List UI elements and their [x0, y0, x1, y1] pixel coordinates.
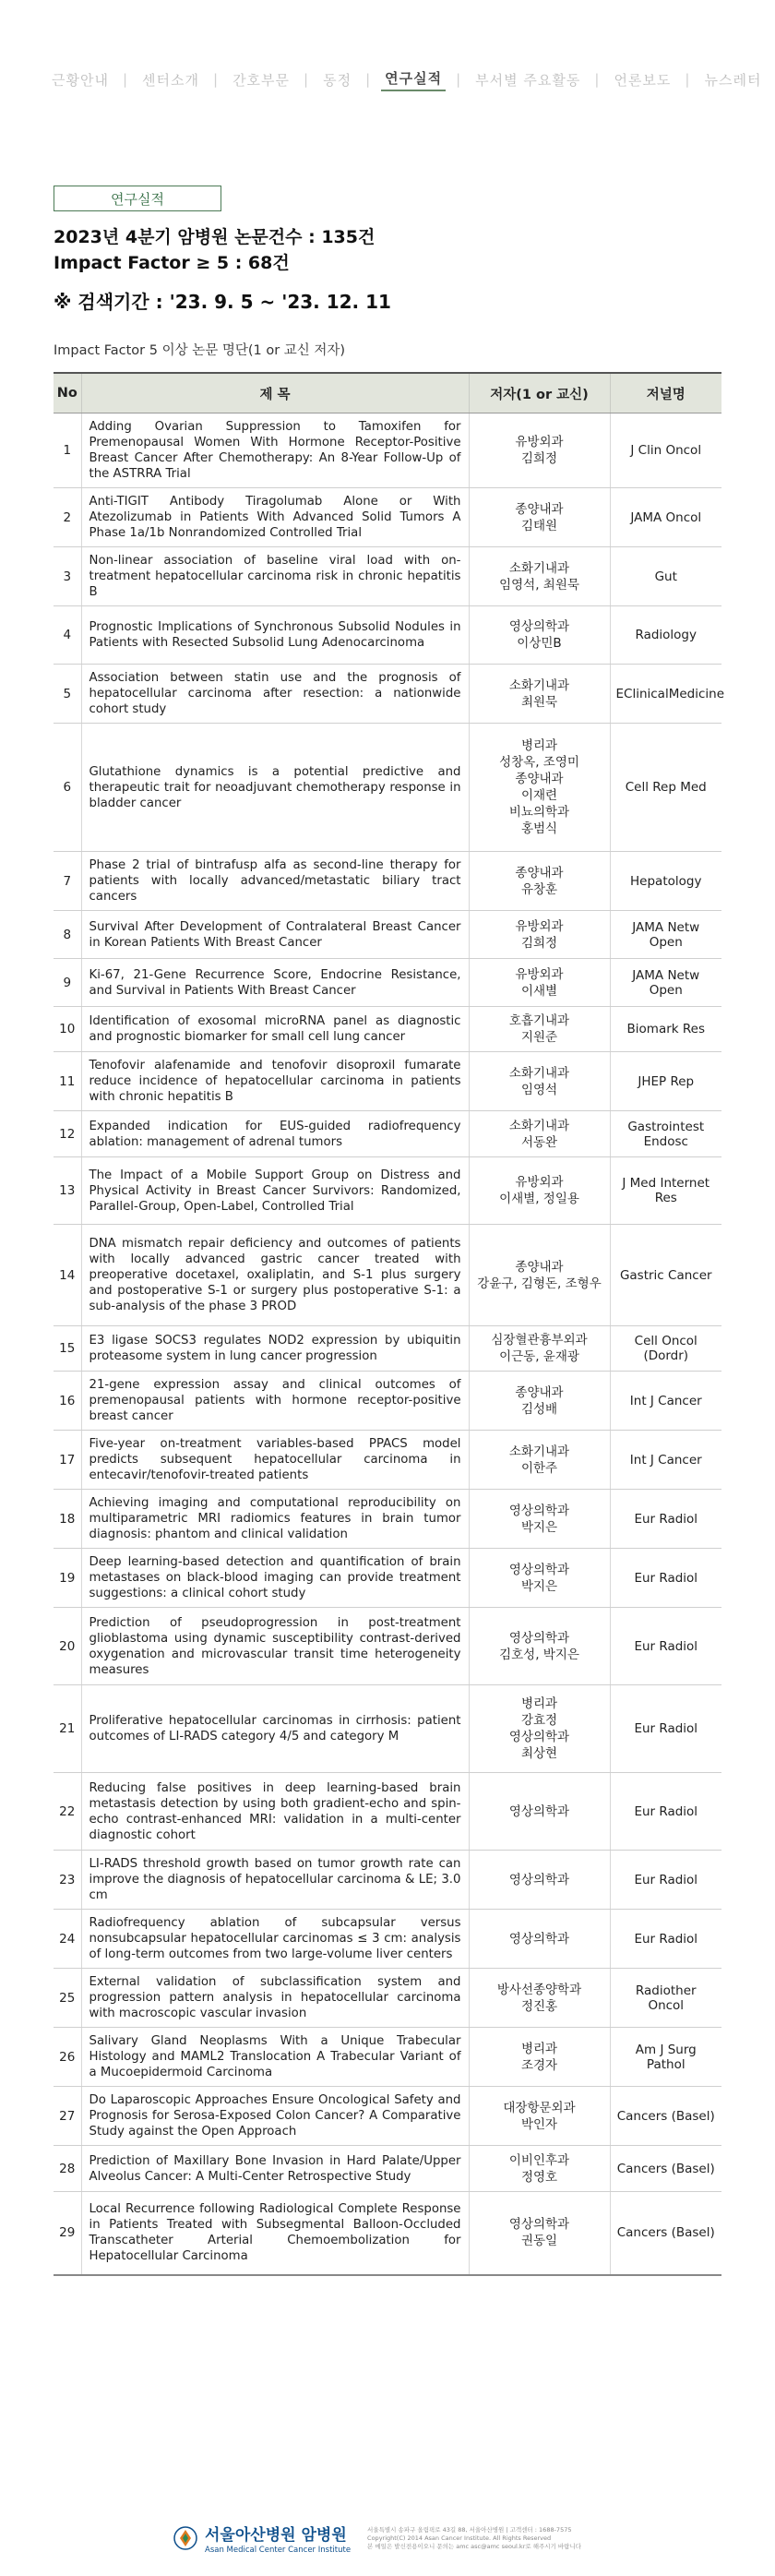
- row-number: 23: [54, 1851, 81, 1910]
- paper-title: Local Recurrence following Radiological Complete Response in Patients Treated with Subsegmental Balloon-Occluded Transcatheter Arterial Chemoembolization for Hepatocellular Carcinoma: [81, 2192, 469, 2275]
- table-row: [54, 1549, 721, 1608]
- nav-item-3[interactable]: 간호부문: [232, 71, 291, 89]
- journal-name: Eur Radiol: [610, 1490, 721, 1549]
- paper-title: Adding Ovarian Suppression to Tamoxifen for Premenopausal Women With Hormone Receptor-Positive Breast Cancer After Chemotherapy: An 8-Year Follow-Up of the ASTRRA Trial: [81, 413, 469, 488]
- journal-name: JAMA Oncol: [610, 488, 721, 547]
- paper-title: The Impact of a Mobile Support Group on Distress and Physical Activity in Breast Cancer Survivors: Randomized, Parallel-Group, Open-Label, Controlled Trial: [81, 1157, 469, 1225]
- table-row: [54, 1111, 721, 1157]
- row-number: 26: [54, 2028, 81, 2087]
- hospital-logo-text: [205, 2522, 351, 2555]
- paper-authors: [469, 1372, 610, 1431]
- nav-item-7[interactable]: 언론보도: [614, 71, 672, 89]
- author-line: 영상의학과: [508, 1803, 570, 1819]
- table-row: [54, 2087, 721, 2146]
- logo-korean-name: 서울아산병원: [205, 2526, 296, 2545]
- paper-authors: [469, 1969, 610, 2028]
- author-line: 유방외과: [515, 1175, 564, 1190]
- table-row: [54, 547, 721, 606]
- table-row: [54, 1851, 721, 1910]
- row-number: 3: [54, 547, 81, 606]
- summary-search-period: ※ 검색기간 : '23. 9. 5 ~ '23. 12. 11: [54, 291, 391, 313]
- author-line: 이새별: [520, 983, 558, 999]
- author-line: 이새별, 정일용: [499, 1192, 579, 1206]
- paper-authors: [469, 2028, 610, 2087]
- paper-title: Anti-TIGIT Antibody Tiragolumab Alone or With Atezolizumab in Patients With Advanced Solid Tumors A Phase 1a/1b Nonrandomized Controlled Trial: [81, 488, 469, 547]
- paper-authors: [469, 1773, 610, 1851]
- journal-name: Eur Radiol: [610, 1851, 721, 1910]
- table-row: [54, 2146, 721, 2192]
- table-row: [54, 1685, 721, 1773]
- author-line: 권동일: [520, 2234, 558, 2249]
- nav-item-5[interactable]: 연구실적: [381, 68, 446, 91]
- nav-item-6[interactable]: 부서별 주요활동: [475, 71, 581, 89]
- author-line: 심장혈관흉부외과: [491, 1333, 588, 1348]
- author-line: 이비인후과: [508, 2152, 570, 2168]
- table-row: [54, 1969, 721, 2028]
- row-number: 2: [54, 488, 81, 547]
- author-line: 성창옥, 조영미: [499, 755, 579, 770]
- paper-title: Do Laparoscopic Approaches Ensure Oncological Safety and Prognosis for Serosa-Exposed Colon Cancer? A Comparative Study against the Open Approach: [81, 2087, 469, 2146]
- paper-authors: [469, 1685, 610, 1773]
- paper-authors: [469, 2087, 610, 2146]
- paper-title: External validation of subclassification system and progression pattern analysis in hepatocellular carcinoma with macroscopic vascular invasion: [81, 1969, 469, 2028]
- paper-title: Deep learning-based detection and quantification of brain metastases on black-blood imaging can provide treatment suggestions: a clinical cohort study: [81, 1549, 469, 1608]
- row-number: 13: [54, 1157, 81, 1225]
- journal-name: Radiother Oncol: [610, 1969, 721, 2028]
- paper-title: Reducing false positives in deep learning-based brain metastasis detection by using both gradient-echo and spin-echo contrast-enhanced MRI: validation in a multi-center diagnostic cohort: [81, 1773, 469, 1851]
- author-line: 방사선종양학과: [496, 1982, 582, 1997]
- row-number: 14: [54, 1225, 81, 1326]
- author-line: 유방외과: [515, 966, 564, 982]
- author-line: 박인자: [520, 2116, 558, 2132]
- author-line: 종양내과: [515, 501, 564, 517]
- author-line: 정진홍: [520, 1998, 558, 2014]
- row-number: 19: [54, 1549, 81, 1608]
- author-line: 영상의학과: [508, 2217, 570, 2233]
- nav-item-2[interactable]: 센터소개: [142, 71, 199, 89]
- paper-authors: [469, 1326, 610, 1372]
- row-number: 5: [54, 665, 81, 724]
- author-line: 서동완: [520, 1134, 558, 1150]
- author-line: 김호성, 박지은: [499, 1647, 579, 1662]
- row-number: 29: [54, 2192, 81, 2275]
- paper-authors: [469, 606, 610, 665]
- nav-separator: |: [685, 71, 691, 88]
- paper-title: Non-linear association of baseline viral load with on-treatment hepatocellular carcinoma risk in chronic hepatitis B: [81, 547, 469, 606]
- row-number: 21: [54, 1685, 81, 1773]
- header-no: No: [54, 373, 81, 413]
- table-row: [54, 2192, 721, 2275]
- row-number: 12: [54, 1111, 81, 1157]
- table-row: [54, 911, 721, 959]
- author-line: 이근동, 윤재광: [499, 1349, 579, 1364]
- author-line: 이상민B: [517, 636, 562, 651]
- author-line: 호흡기내과: [508, 1013, 570, 1028]
- paper-authors: [469, 413, 610, 488]
- table-row: [54, 1007, 721, 1052]
- paper-authors: [469, 959, 610, 1007]
- paper-authors: [469, 1007, 610, 1052]
- row-number: 17: [54, 1431, 81, 1490]
- journal-name: Cell Oncol (Dordr): [610, 1326, 721, 1372]
- journal-name: EClinicalMedicine: [610, 665, 721, 724]
- paper-title: Identification of exosomal microRNA panel as diagnostic and prognostic biomarker for small cell lung cancer: [81, 1007, 469, 1052]
- author-line: 대장항문외과: [503, 2100, 576, 2115]
- row-number: 16: [54, 1372, 81, 1431]
- author-line: 유창훈: [520, 881, 558, 897]
- table-row: [54, 488, 721, 547]
- journal-name: J Med Internet Res: [610, 1157, 721, 1225]
- journal-name: JAMA Netw Open: [610, 959, 721, 1007]
- nav-separator: |: [122, 71, 129, 88]
- row-number: 8: [54, 911, 81, 959]
- journal-name: Eur Radiol: [610, 1910, 721, 1969]
- paper-title: LI-RADS threshold growth based on tumor growth rate can improve the diagnosis of hepatocellular carcinoma & LE; 3.0 cm: [81, 1851, 469, 1910]
- paper-title: DNA mismatch repair deficiency and outcomes of patients with locally advanced gastric cancer treated with preoperative docetaxel, oxaliplatin, and S-1 plus surgery and postoperative S-1 or surgery plus postoperative S-1: a sub-analysis of the phase 3 PROD: [81, 1225, 469, 1326]
- row-number: 28: [54, 2146, 81, 2192]
- row-number: 1: [54, 413, 81, 488]
- header-author: 저자(1 or 교신): [469, 373, 610, 413]
- author-line: 임영석: [520, 1082, 558, 1097]
- author-line: 종양내과: [515, 1259, 564, 1275]
- header-journal: 저널명: [610, 373, 721, 413]
- paper-title: Tenofovir alafenamide and tenofovir disoproxil fumarate reduce incidence of hepatocellular carcinoma in patients with chronic hepatitis B: [81, 1052, 469, 1111]
- author-line: 소화기내과: [508, 1118, 570, 1133]
- table-row: [54, 1490, 721, 1549]
- journal-name: Biomark Res: [610, 1007, 721, 1052]
- author-line: 홍범식: [520, 821, 558, 836]
- author-line: 병리과: [520, 738, 558, 753]
- row-number: 11: [54, 1052, 81, 1111]
- journal-name: JHEP Rep: [610, 1052, 721, 1111]
- paper-authors: [469, 911, 610, 959]
- row-number: 22: [54, 1773, 81, 1851]
- author-line: 소화기내과: [508, 1444, 570, 1459]
- author-line: 영상의학과: [508, 1931, 570, 1947]
- author-line: 종양내과: [515, 1384, 564, 1400]
- author-line: 정영호: [520, 2169, 558, 2185]
- hospital-logo-icon: [173, 2526, 197, 2550]
- paper-title: Association between statin use and the prognosis of hepatocellular carcinoma after resection: a nationwide cohort study: [81, 665, 469, 724]
- paper-title: Survival After Development of Contralateral Breast Cancer in Korean Patients With Breast Cancer: [81, 911, 469, 959]
- author-line: 최상현: [520, 1746, 558, 1761]
- section-tag: 연구실적: [54, 186, 221, 211]
- journal-name: Am J Surg Pathol: [610, 2028, 721, 2087]
- paper-title: Radiofrequency ablation of subcapsular versus nonsubcapsular hepatocellular carcinomas ≤ 3 cm: analysis of long-term outcomes from two large-volume liver centers: [81, 1910, 469, 1969]
- row-number: 15: [54, 1326, 81, 1372]
- paper-list-table: [54, 372, 725, 2276]
- author-line: 이한주: [520, 1460, 558, 1476]
- author-line: 종양내과: [515, 772, 564, 786]
- author-line: 김태원: [520, 518, 558, 533]
- nav-separator: |: [594, 71, 601, 88]
- logo-english-name: Asan Medical Center Cancer Institute: [205, 2546, 352, 2555]
- journal-name: Cell Rep Med: [610, 724, 721, 852]
- logo-korean-sub: 암병원: [301, 2526, 347, 2545]
- paper-title: Salivary Gland Neoplasms With a Unique Trabecular Histology and MAML2 Translocation A Trabecular Variant of a Mucoepidermoid Carcinoma: [81, 2028, 469, 2087]
- journal-name: Gastric Cancer: [610, 1225, 721, 1326]
- author-line: 영상의학과: [508, 1562, 570, 1577]
- table-row: [54, 1326, 721, 1372]
- nav-separator: |: [365, 71, 372, 88]
- paper-title: Ki-67, 21-Gene Recurrence Score, Endocrine Resistance, and Survival in Patients With Breast Cancer: [81, 959, 469, 1007]
- table-row: [54, 1773, 721, 1851]
- row-number: 25: [54, 1969, 81, 2028]
- paper-authors: [469, 2192, 610, 2275]
- author-line: 유방외과: [515, 435, 564, 449]
- paper-title: Prognostic Implications of Synchronous Subsolid Nodules in Patients with Resected Subsolid Lung Adenocarcinoma: [81, 606, 469, 665]
- paper-authors: [469, 1052, 610, 1111]
- nav-item-8[interactable]: 뉴스레터: [704, 71, 762, 89]
- journal-name: Radiology: [610, 606, 721, 665]
- summary-block: [54, 224, 727, 315]
- paper-title: Proliferative hepatocellular carcinomas in cirrhosis: patient outcomes of LI-RADS category 4/5 and category M: [81, 1685, 469, 1773]
- row-number: 6: [54, 724, 81, 852]
- nav-separator: |: [456, 71, 462, 88]
- paper-title: Achieving imaging and computational reproducibility on multiparametric MRI radiomics features in brain tumor diagnosis: phantom and clinical validation: [81, 1490, 469, 1549]
- table-row: [54, 959, 721, 1007]
- table-row: [54, 1608, 721, 1685]
- author-line: 강효정: [520, 1713, 558, 1728]
- author-line: 김희정: [520, 451, 558, 466]
- paper-title: Expanded indication for EUS-guided radiofrequency ablation: management of adrenal tumors: [81, 1111, 469, 1157]
- table-row: [54, 852, 721, 911]
- table-row: [54, 413, 721, 488]
- paper-authors: [469, 1157, 610, 1225]
- paper-authors: [469, 1111, 610, 1157]
- paper-authors: [469, 724, 610, 852]
- author-line: 영상의학과: [508, 1503, 570, 1518]
- nav-separator: |: [304, 71, 310, 88]
- paper-title: Five-year on-treatment variables-based PPACS model predicts subsequent hepatocellular carcinoma in entecavir/tenofovir-treated patients: [81, 1431, 469, 1490]
- paper-title: Prediction of pseudoprogression in post-treatment glioblastoma using dynamic susceptibility contrast-derived oxygenation and microvascular transit time heterogeneity measures: [81, 1608, 469, 1685]
- paper-title: E3 ligase SOCS3 regulates NOD2 expression by ubiquitin proteasome system in lung cancer progression: [81, 1326, 469, 1372]
- table-row: [54, 1431, 721, 1490]
- paper-authors: [469, 1431, 610, 1490]
- author-line: 종양내과: [515, 865, 564, 881]
- nav-separator: |: [213, 71, 220, 88]
- paper-title: Prediction of Maxillary Bone Invasion in Hard Palate/Upper Alveolus Cancer: A Multi-Center Retrospective Study: [81, 2146, 469, 2192]
- journal-name: Gastrointest Endosc: [610, 1111, 721, 1157]
- row-number: 10: [54, 1007, 81, 1052]
- journal-name: Eur Radiol: [610, 1608, 721, 1685]
- author-line: 비뇨의학과: [508, 805, 570, 820]
- paper-authors: [469, 1910, 610, 1969]
- paper-authors: [469, 488, 610, 547]
- paper-authors: [469, 2146, 610, 2192]
- author-line: 박지은: [520, 1519, 558, 1535]
- author-line: 김희정: [520, 935, 558, 951]
- paper-authors: [469, 1851, 610, 1910]
- paper-authors: [469, 1225, 610, 1326]
- author-line: 김성배: [520, 1401, 558, 1417]
- top-navigation: [48, 66, 762, 92]
- author-line: 유방외과: [515, 918, 564, 934]
- author-line: 박지은: [520, 1578, 558, 1594]
- table-row: [54, 724, 721, 852]
- table-row: [54, 1372, 721, 1431]
- journal-name: Cancers (Basel): [610, 2087, 721, 2146]
- row-number: 20: [54, 1608, 81, 1685]
- author-line: 병리과: [520, 2041, 558, 2056]
- journal-name: Eur Radiol: [610, 1773, 721, 1851]
- row-number: 9: [54, 959, 81, 1007]
- author-line: 강윤구, 김형돈, 조형우: [477, 1276, 602, 1291]
- paper-title: Phase 2 trial of bintrafusp alfa as second-line therapy for patients with locally advanced/metastatic biliary tract cancers: [81, 852, 469, 911]
- row-number: 27: [54, 2087, 81, 2146]
- journal-name: Int J Cancer: [610, 1372, 721, 1431]
- nav-item-1[interactable]: 근황안내: [52, 71, 109, 89]
- journal-name: Eur Radiol: [610, 1685, 721, 1773]
- footer-address: 서울특별시 송파구 올림픽로 43길 88, 서울아산병원 | 고객센터 : 1688-7575: [367, 2525, 572, 2534]
- author-line: 영상의학과: [508, 1730, 570, 1744]
- paper-authors: [469, 1549, 610, 1608]
- table-row: [54, 1225, 721, 1326]
- table-row: [54, 1052, 721, 1111]
- table-row: [54, 2028, 721, 2087]
- journal-name: Int J Cancer: [610, 1431, 721, 1490]
- journal-name: Gut: [610, 547, 721, 606]
- journal-name: JAMA Netw Open: [610, 911, 721, 959]
- table-header-row: [54, 373, 721, 413]
- author-line: 조경자: [520, 2057, 558, 2073]
- author-line: 병리과: [520, 1696, 558, 1711]
- table-caption: Impact Factor 5 이상 논문 명단(1 or 교신 저자): [54, 343, 346, 358]
- summary-total-count: 2023년 4분기 암병원 논문건수 : 135건: [54, 227, 376, 247]
- author-line: 영상의학과: [508, 1630, 570, 1646]
- author-line: 지원준: [520, 1030, 558, 1045]
- nav-item-4[interactable]: 동정: [323, 71, 352, 89]
- table-row: [54, 1157, 721, 1225]
- author-line: 영상의학과: [508, 1872, 570, 1887]
- journal-name: Cancers (Basel): [610, 2192, 721, 2275]
- summary-impact-factor-count: Impact Factor ≥ 5 : 68건: [54, 253, 290, 273]
- footer-copyright: Copyright(C) 2014 Asan Cancer Institute. All Rights Reserved: [367, 2534, 552, 2542]
- journal-name: Hepatology: [610, 852, 721, 911]
- paper-title: Glutathione dynamics is a potential predictive and therapeutic trait for neoadjuvant chemotherapy response in bladder cancer: [81, 724, 469, 852]
- paper-authors: [469, 547, 610, 606]
- header-title: 제 목: [81, 373, 469, 413]
- footer: [173, 2518, 653, 2558]
- author-line: 최원묵: [520, 694, 558, 710]
- paper-authors: [469, 1490, 610, 1549]
- table-body: [54, 413, 725, 2275]
- table-row: [54, 1910, 721, 1969]
- author-line: 임영석, 최원묵: [499, 577, 579, 593]
- footer-info: [367, 2526, 607, 2551]
- paper-title: 21-gene expression assay and clinical outcomes of premenopausal patients with hormone receptor-positive breast cancer: [81, 1372, 469, 1431]
- author-line: 소화기내과: [508, 560, 570, 576]
- paper-authors: [469, 852, 610, 911]
- table-row: [54, 665, 721, 724]
- author-line: 소화기내과: [508, 677, 570, 693]
- author-line: 영상의학과: [508, 619, 570, 634]
- paper-authors: [469, 665, 610, 724]
- footer-notice: 본 메일은 발신전용이오니 문의는 amc asc@amc seoul.kr로 해주시기 바랍니다: [367, 2542, 582, 2550]
- row-number: 18: [54, 1490, 81, 1549]
- table-row: [54, 606, 721, 665]
- journal-name: J Clin Oncol: [610, 413, 721, 488]
- row-number: 7: [54, 852, 81, 911]
- author-line: 소화기내과: [508, 1065, 570, 1081]
- paper-authors: [469, 1608, 610, 1685]
- journal-name: Eur Radiol: [610, 1549, 721, 1608]
- journal-name: Cancers (Basel): [610, 2146, 721, 2192]
- row-number: 4: [54, 606, 81, 665]
- author-line: 이재련: [520, 788, 558, 803]
- row-number: 24: [54, 1910, 81, 1969]
